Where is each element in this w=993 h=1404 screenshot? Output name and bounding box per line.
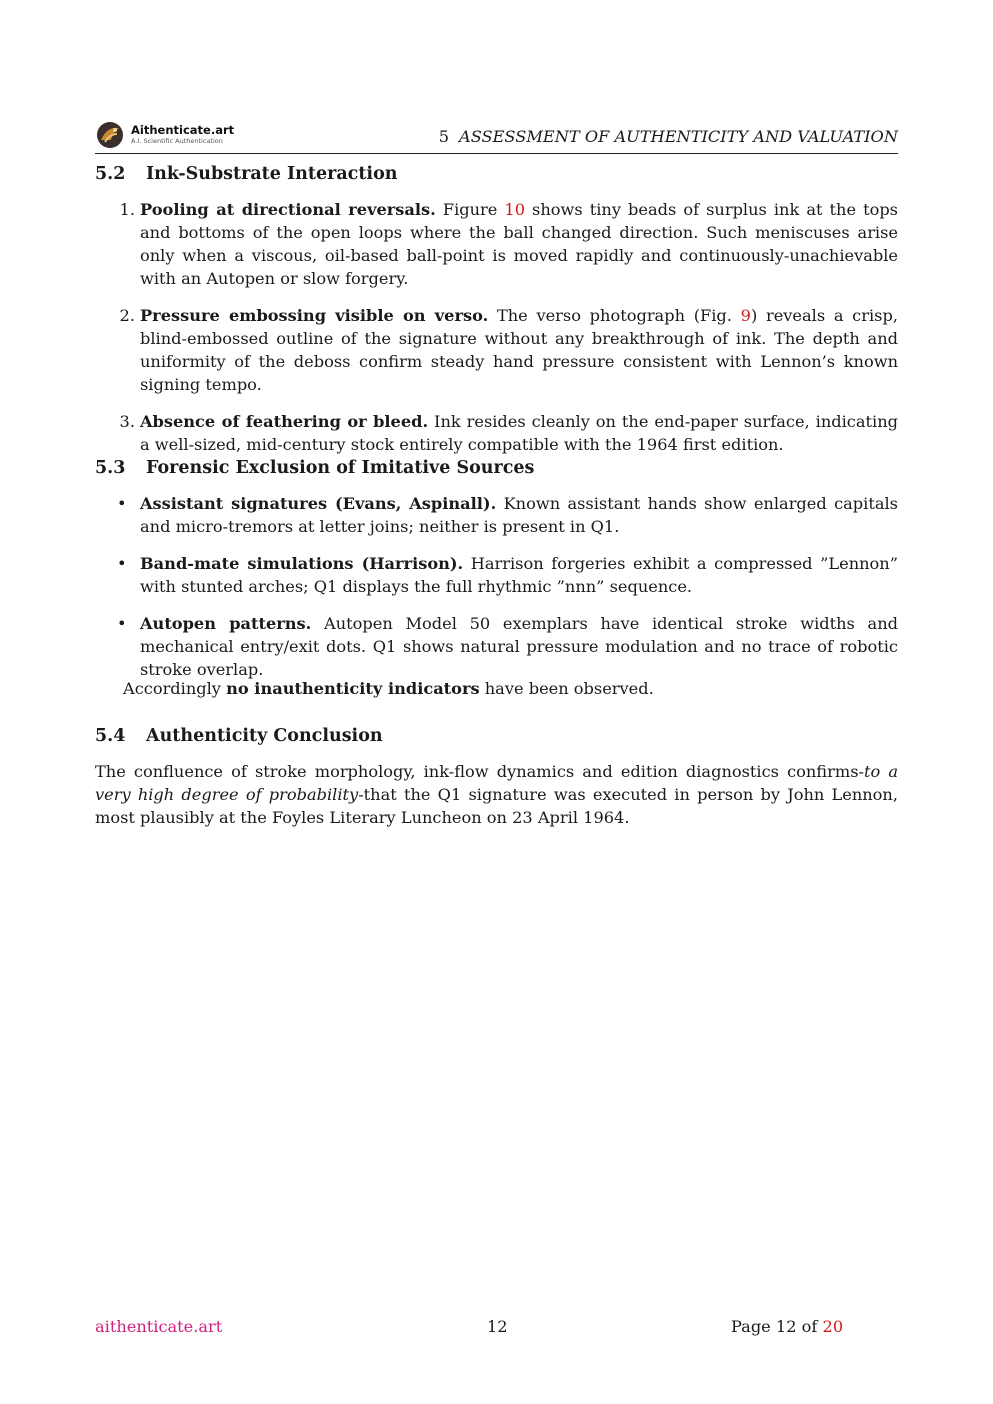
list-item <box>95 612 898 681</box>
section-title: Ink-Substrate Interaction <box>146 164 398 184</box>
running-head-title: ASSESSMENT OF AUTHENTICITY AND VALUATION <box>459 127 898 146</box>
paragraph-text: Accordingly <box>123 679 227 698</box>
list-item <box>95 198 898 290</box>
item-text: Autopen Model 50 exemplars have identical stroke widths and mechanical entry/exit dots. Q1 shows natural pressure modulation and no trace of robotic stroke overlap. <box>140 614 898 679</box>
item-lead: Autopen patterns. <box>140 614 312 633</box>
item-lead: Assistant signatures (Evans, Aspinall). <box>140 494 497 513</box>
logo-tagline: A.I. Scientific Authentication <box>131 136 223 145</box>
item-text: ) reveals a crisp, blind-embossed outline of the signature without any breakthrough of ink. The depth and uniformity of the deboss confirm steady hand pressure consistent with Lennon’s known signing tempo. <box>140 306 898 394</box>
item-number: 3. <box>119 412 135 431</box>
section-title: Authenticity Conclusion <box>146 726 383 746</box>
item-number: 1. <box>119 200 135 219</box>
paragraph-text: have been observed. <box>479 679 654 698</box>
item-text: Harrison forgeries exhibit a compressed ”Lennon” with stunted arches; Q1 displays the full rhythmic ”nnn” sequence. <box>140 554 898 596</box>
authenticity-conclusion-paragraph <box>95 760 898 829</box>
list-item <box>95 410 898 456</box>
list-item <box>95 552 898 598</box>
bullet-marker: • <box>117 614 127 633</box>
item-lead: Absence of feathering or bleed. <box>140 412 429 431</box>
page-total-link[interactable]: 20 <box>822 1317 844 1336</box>
footer-page-number: 12 <box>487 1317 508 1336</box>
section-title: Forensic Exclusion of Imitative Sources <box>146 458 535 478</box>
footer-site-link[interactable]: aithenticate.art <box>95 1317 223 1336</box>
paragraph-text: -that the Q1 signature was executed in person by John Lennon, most plausibly at the Foyles Literary Luncheon on 23 April 1964. <box>95 785 898 827</box>
item-text: Known assistant hands show enlarged capitals and micro-tremors at letter joins; neither is present in Q1. <box>140 494 898 536</box>
bullet-marker: • <box>117 554 127 573</box>
page-count-label: Page 12 of <box>731 1317 823 1336</box>
figure-ref-link[interactable]: 9 <box>740 306 751 325</box>
paragraph-text: The confluence of stroke morphology, ink-flow dynamics and edition diagnostics confirms- <box>95 762 864 781</box>
section-heading-5-3 <box>95 457 534 479</box>
item-text: Ink resides cleanly on the end-paper surface, indicating a well-sized, mid-century stock entirely compatible with the 1964 first edition. <box>140 412 898 454</box>
ink-substrate-list <box>95 198 898 456</box>
emphasis-text: no inauthenticity indicators <box>226 679 480 698</box>
italic-text: to a very high degree of probability <box>95 762 898 804</box>
section-number: 5.3 <box>95 458 126 478</box>
item-lead: Pressure embossing visible on verso. <box>140 306 489 325</box>
item-number: 2. <box>119 306 135 325</box>
item-lead: Pooling at directional reversals. <box>140 200 436 219</box>
list-item <box>95 492 898 538</box>
running-head <box>439 127 898 147</box>
item-text: shows tiny beads of surplus ink at the tops and bottoms of the open loops where the ball changed direction. Such meniscuses arise only when a viscous, oil-based ball-point is moved rapidly and continuously-unachievable with an Autopen or slow forgery. <box>140 200 898 288</box>
page-header <box>95 118 898 154</box>
section-heading-5-4 <box>95 725 383 747</box>
brand-logo <box>95 120 234 150</box>
item-text: Figure <box>435 200 505 219</box>
forensic-exclusion-list <box>95 492 898 681</box>
item-lead: Band-mate simulations (Harrison). <box>140 554 464 573</box>
section-number: 5.4 <box>95 726 126 746</box>
logo-emblem-icon <box>95 120 125 150</box>
figure-ref-link[interactable]: 10 <box>504 200 526 219</box>
section-heading-5-2 <box>95 163 397 185</box>
logo-name: Aithenticate.art <box>131 122 235 137</box>
footer-page-count <box>731 1316 843 1338</box>
bullet-marker: • <box>117 494 127 513</box>
list-item <box>95 304 898 396</box>
item-text: The verso photograph (Fig. <box>488 306 741 325</box>
running-head-number: 5 <box>438 127 450 146</box>
section-number: 5.2 <box>95 164 126 184</box>
exclusion-conclusion <box>95 677 898 700</box>
